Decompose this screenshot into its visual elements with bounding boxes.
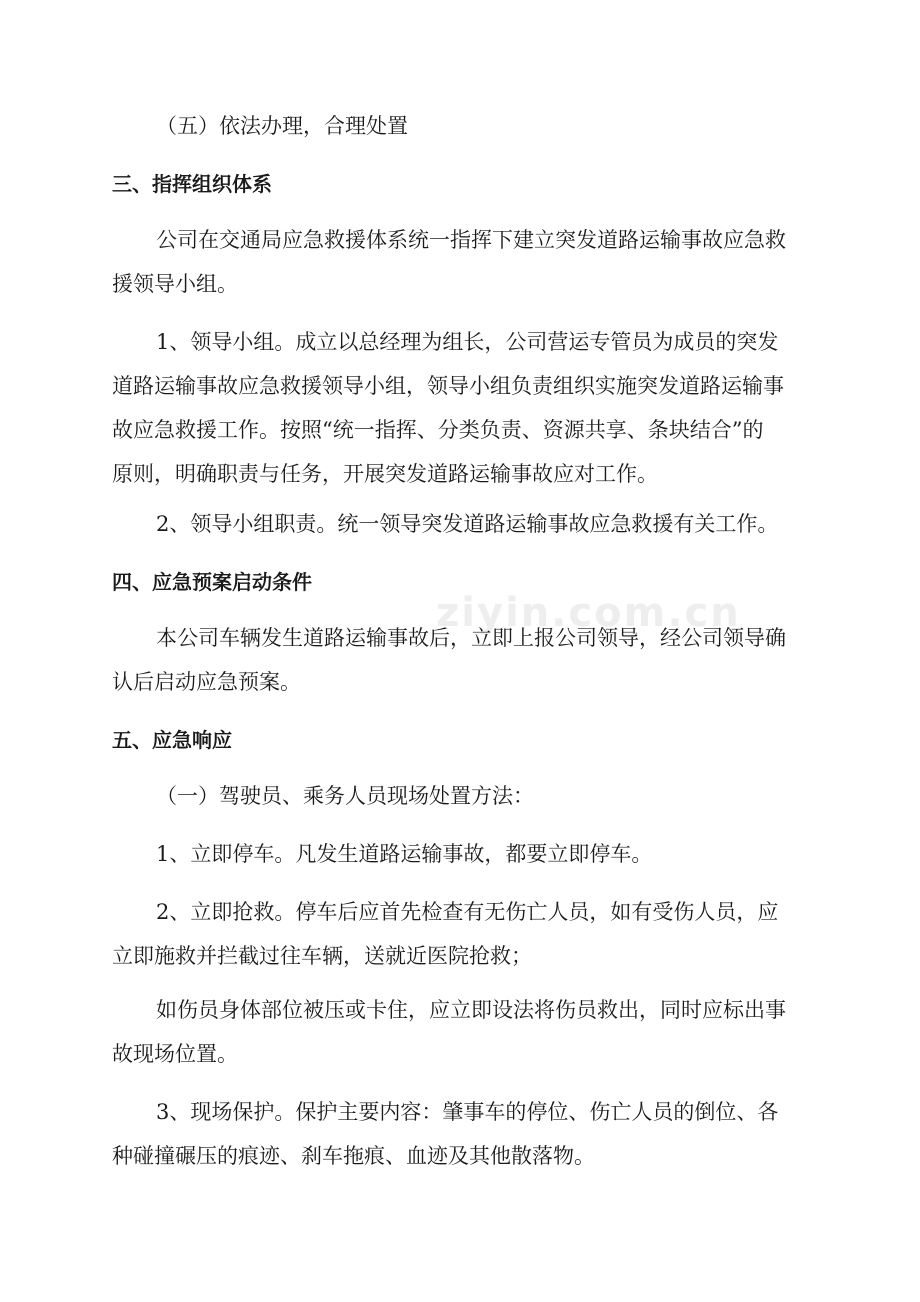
paragraph-five-lawful	[112, 104, 812, 148]
heading-text: 五、应急响应	[112, 728, 232, 752]
paragraph-line: 2、领导小组职责。统一领导突发道路运输事故应急救援有关工作。	[156, 512, 779, 536]
paragraph-line: 1、领导小组。成立以总经理为组长，公司营运专管员为成员的突发	[156, 330, 779, 354]
paragraph-protect	[112, 1090, 812, 1178]
paragraph-line: 故应急救援工作。按照“统一指挥、分类负责、资源共享、条块结合”的	[112, 418, 764, 442]
paragraph-line: （五）依法办理，合理处置	[156, 114, 408, 138]
heading-text: 三、指挥组织体系	[112, 172, 272, 196]
paragraph-line: 原则，明确职责与任务，开展突发道路运输事故应对工作。	[112, 462, 658, 486]
paragraph-item-1	[112, 320, 812, 496]
paragraph-line: 道路运输事故应急救援领导小组，领导小组负责组织实施突发道路运输事	[112, 374, 784, 398]
paragraph-line: 公司在交通局应急救援体系统一指挥下建立突发道路运输事故应急救	[156, 228, 786, 252]
paragraph-line: 2、立即抢救。停车后应首先检查有无伤亡人员，如有受伤人员，应	[156, 900, 779, 924]
paragraph-line: 如伤员身体部位被压或卡住，应立即设法将伤员救出，同时应标出事	[156, 998, 786, 1022]
paragraph-item-2	[112, 502, 812, 546]
heading-text: 四、应急预案启动条件	[112, 570, 312, 594]
paragraph-rescue	[112, 890, 812, 978]
paragraph-line: 故现场位置。	[112, 1042, 238, 1066]
paragraph-line: 本公司车辆发生道路运输事故后，立即上报公司领导，经公司领导确	[156, 626, 786, 650]
paragraph-line: 3、现场保护。保护主要内容：肇事车的停位、伤亡人员的倒位、各	[156, 1100, 779, 1124]
section-heading-four	[112, 560, 812, 604]
paragraph-line: 种碰撞碾压的痕迹、刹车拖痕、血迹及其他散落物。	[112, 1144, 595, 1168]
watermark: ziyin.com.cn	[436, 590, 741, 636]
paragraph-sub-one	[112, 774, 812, 818]
paragraph-trapped	[112, 988, 812, 1076]
section-heading-five	[112, 718, 812, 762]
paragraph-line: （一）驾驶员、乘务人员现场处置方法：	[156, 784, 534, 808]
paragraph-company-group	[112, 218, 812, 306]
paragraph-start-condition	[112, 616, 812, 704]
paragraph-stop	[112, 832, 812, 876]
paragraph-line: 1、立即停车。凡发生道路运输事故，都要立即停车。	[156, 842, 653, 866]
section-heading-three	[112, 162, 812, 206]
paragraph-line: 援领导小组。	[112, 272, 238, 296]
paragraph-line: 立即施救并拦截过往车辆，送就近医院抢救；	[112, 944, 532, 968]
paragraph-line: 认后启动应急预案。	[112, 670, 301, 694]
